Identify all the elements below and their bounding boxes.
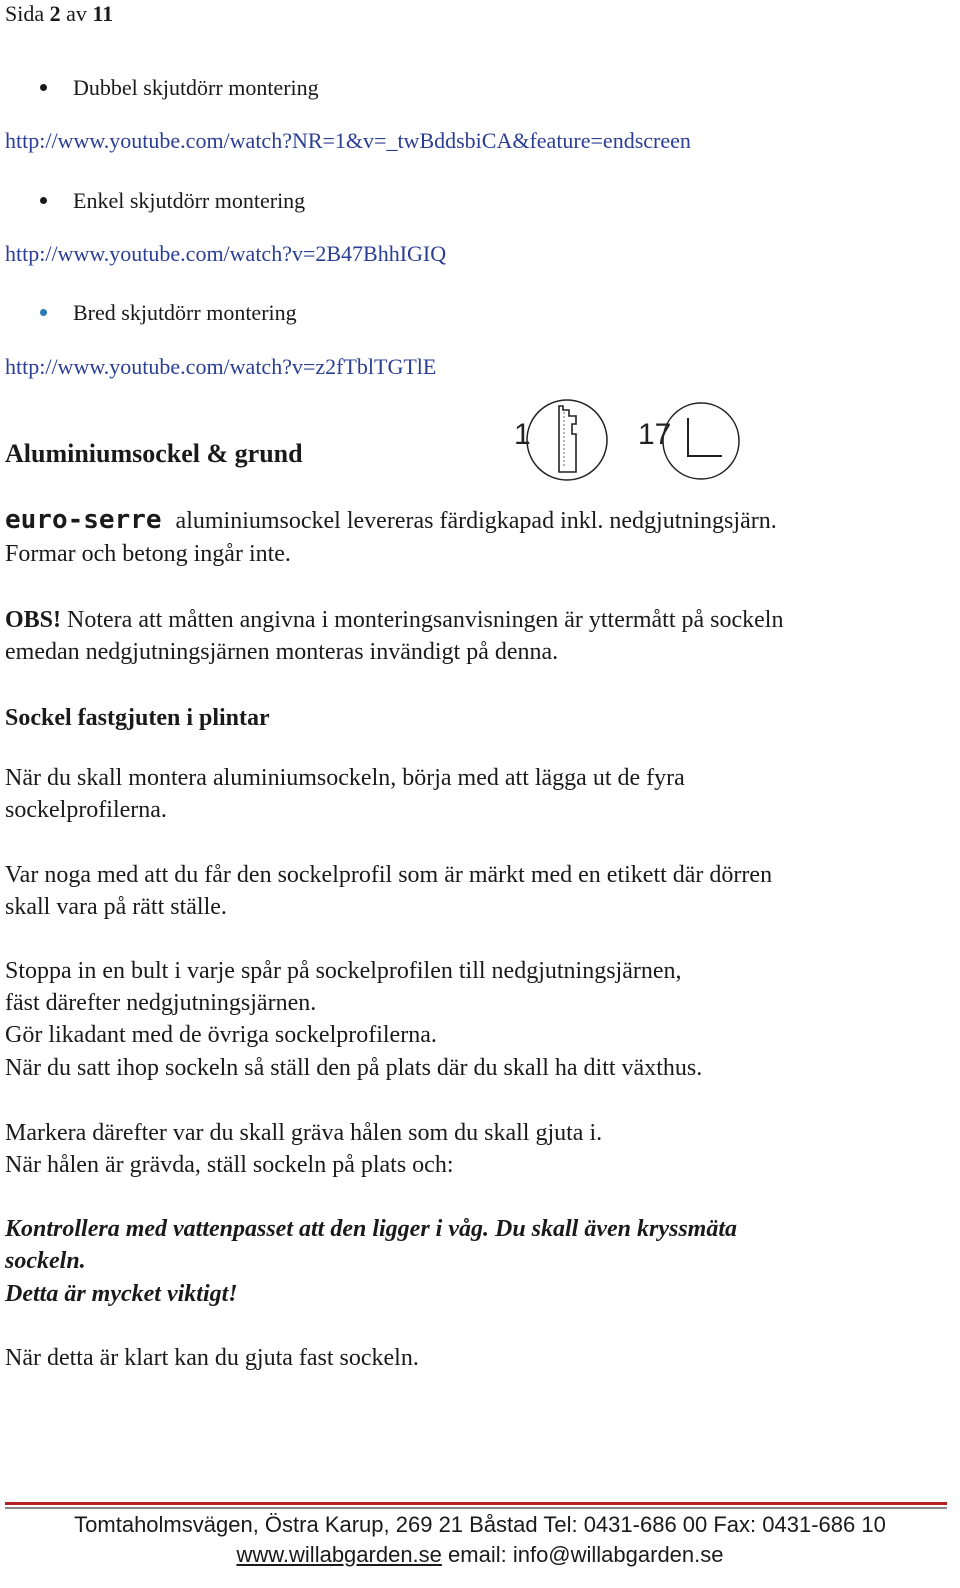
paragraph-line: Gör likadant med de övriga sockelprofilerna.	[5, 1022, 437, 1048]
list-item	[40, 186, 305, 216]
footer-email: email: info@willabgarden.se	[448, 1542, 724, 1567]
paragraph-line: När du satt ihop sockeln så ställ den på plats där du skall ha ditt växthus.	[5, 1055, 703, 1081]
page-total: 11	[92, 1, 114, 26]
profile-17-icon	[636, 398, 746, 484]
video-link-enkel[interactable]: http://www.youtube.com/watch?v=2B47BhhIGIQ	[5, 241, 447, 266]
paragraph-line: sockelprofilerna.	[5, 797, 167, 823]
paragraph-line: När detta är klart kan du gjuta fast sockeln.	[5, 1345, 419, 1371]
footer-address: Tomtaholmsvägen, Östra Karup, 269 21 Båstad Tel: 0431-686 00 Fax: 0431-686 10	[74, 1512, 886, 1537]
paragraph-line: Var noga med att du får den sockelprofil som är märkt med en etikett där dörren	[5, 862, 773, 888]
paragraph-line: skall vara på rätt ställe.	[5, 894, 227, 920]
footer-contact	[0, 1541, 960, 1569]
paragraph-line: När hålen är grävda, ställ sockeln på plats och:	[5, 1152, 454, 1178]
emphasis-line: Kontrollera med vattenpasset att den ligger i våg. Du skall även kryssmäta	[5, 1216, 737, 1242]
paragraph-line: fäst därefter nedgjutningsjärnen.	[5, 990, 317, 1016]
paragraph-line: När du skall montera aluminiumsockeln, börja med att lägga ut de fyra	[5, 765, 685, 791]
brand-name: euro-serre	[5, 505, 162, 535]
intro-line-2: Formar och betong ingår inte.	[5, 541, 291, 567]
bullet-icon	[40, 197, 47, 204]
list-item-label: Bred skjutdörr montering	[73, 300, 297, 325]
video-link-dubbel[interactable]: http://www.youtube.com/watch?NR=1&v=_twBddsbiCA&feature=endscreen	[5, 128, 691, 153]
list-item	[40, 298, 297, 328]
intro-text: aluminiumsockel levereras färdigkapad inkl. nedgjutningsjärn.	[175, 508, 777, 534]
list-item	[40, 73, 319, 103]
list-item-label: Enkel skjutdörr montering	[73, 188, 306, 213]
section-heading-aluminiumsockel: Aluminiumsockel & grund	[5, 439, 303, 468]
profile-1-number: 1	[514, 418, 531, 451]
emphasis-line: sockeln.	[5, 1248, 86, 1274]
obs-line-2: emedan nedgjutningsjärnen monteras invändigt på denna.	[5, 639, 559, 665]
page-number	[5, 0, 113, 28]
obs-label: OBS!	[5, 607, 62, 633]
page-current: 2	[49, 1, 61, 26]
profile-17-number: 17	[638, 418, 672, 451]
list-item-label: Dubbel skjutdörr montering	[73, 75, 319, 100]
paragraph-line: Markera därefter var du skall gräva hålen som du skall gjuta i.	[5, 1120, 603, 1146]
footer-website-link[interactable]: www.willabgarden.se	[236, 1542, 442, 1567]
footer-rule	[5, 1502, 947, 1505]
intro-line-1	[5, 504, 777, 537]
obs-text: Notera att måtten angivna i monteringsanvisningen är yttermått på sockeln	[67, 607, 784, 633]
page-sep: av	[66, 1, 87, 26]
obs-line-1	[5, 604, 783, 636]
footer-rule-secondary	[5, 1507, 947, 1509]
paragraph-line: Stoppa in en bult i varje spår på sockelprofilen till nedgjutningsjärnen,	[5, 958, 682, 984]
bullet-icon	[40, 84, 47, 91]
section-heading-sockel-plintar: Sockel fastgjuten i plintar	[5, 705, 270, 731]
page-prefix: Sida	[5, 1, 45, 26]
emphasis-warning: Detta är mycket viktigt!	[5, 1281, 238, 1307]
bullet-icon	[40, 309, 47, 316]
profile-1-icon	[512, 398, 612, 484]
video-link-bred[interactable]: http://www.youtube.com/watch?v=z2fTblTGTlE	[5, 354, 437, 379]
